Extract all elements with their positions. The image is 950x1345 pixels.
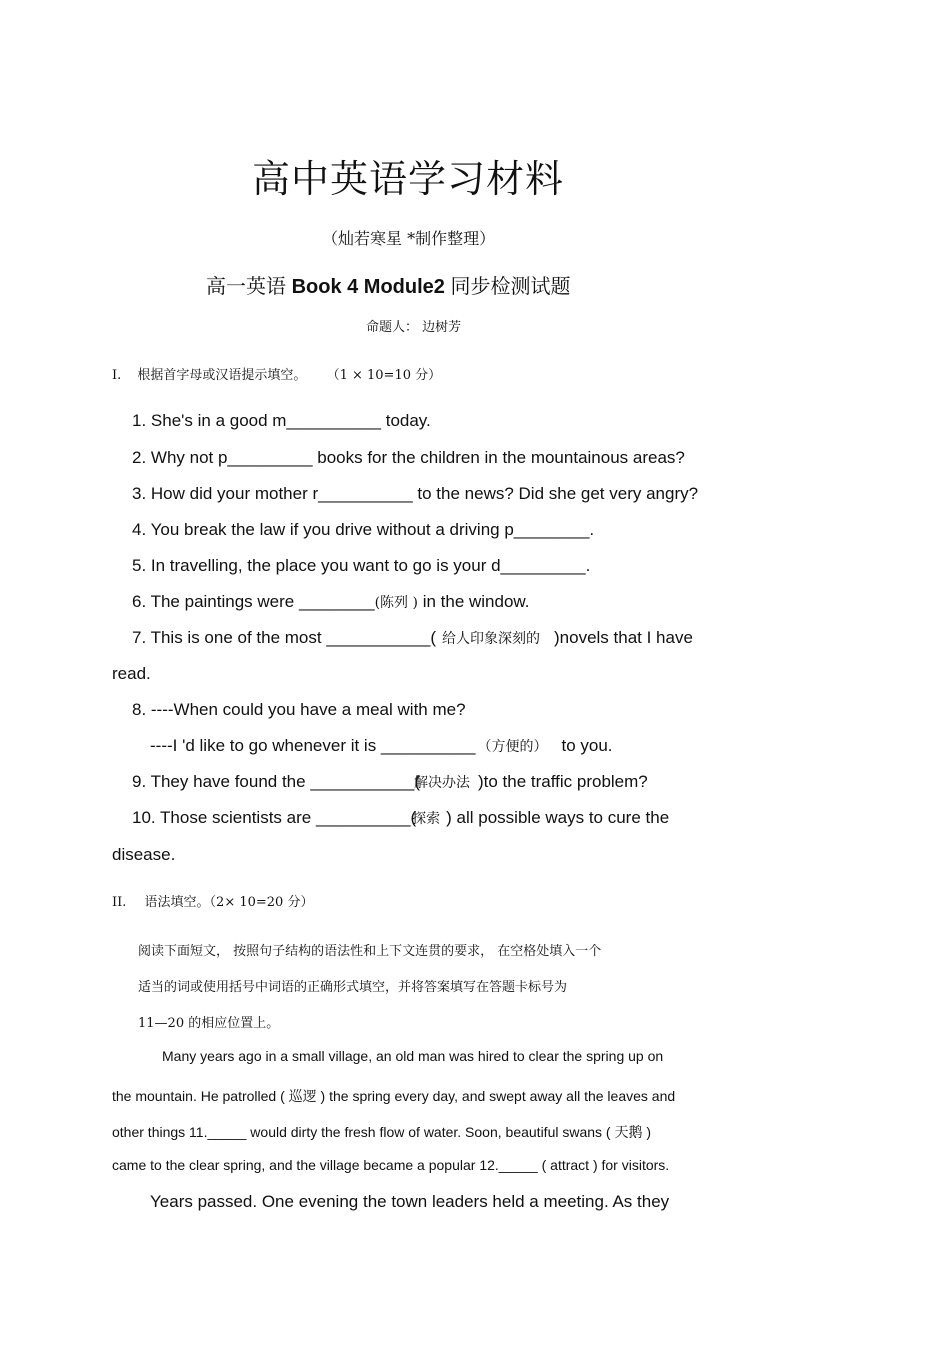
question-9-hint: 解决办法 [413,775,470,791]
section1-label: I. [112,368,122,383]
question-7 [132,628,693,648]
question-6-text: 6. The paintings were ________ [132,592,375,611]
question-9-tail: )to the traffic problem? [477,772,648,791]
question-6-tail: in the window. [417,592,530,611]
question-4: 4. You break the law if you drive without a driving p________. [132,520,595,539]
question-9 [132,772,648,792]
section2-header [112,891,313,910]
author: 命题人： 边树芳 [366,320,462,335]
passage-line-4: came to the clear spring, and the village became a popular 12._____ ( attract ) for visitors. [112,1157,670,1173]
test-title [206,270,570,299]
question-3: 3. How did your mother r__________ to the news? Did she get very angry? [132,484,699,503]
test-title-tail: 同步检测试题 [450,274,571,298]
passage-line-3: other things 11._____ would dirty the fresh flow of water. Soon, beautiful swans ( 天鹅 ) [112,1124,652,1140]
page-subtitle: （灿若寒星 *制作整理） [322,229,496,248]
question-8-tail: to you. [561,736,613,755]
section2-note-2: 适当的词或使用括号中词语的正确形式填空，并将答案填写在答题卡标号为 [138,980,568,995]
passage-line-2: the mountain. He patrolled ( 巡逻 ) the spring every day, and swept away all the leaves and [112,1088,676,1104]
section2-instruction: 语法填空。（2× 10=20 分） [144,895,314,910]
question-10-tail: ) all possible ways to cure the [446,808,670,827]
question-9-text: 9. They have found the ___________( [132,772,420,791]
question-1: 1. She's in a good m__________ today. [132,411,431,430]
section2-label: II. [112,895,127,910]
section1-score: （1 × 10=10 分） [326,368,442,383]
passage-line-1: Many years ago in a small village, an old man was hired to clear the spring up on [162,1048,664,1064]
test-title-en: Book 4 Module2 [291,276,445,298]
question-10-text: 10. Those scientists are __________( [132,808,417,827]
passage-line-5: Years passed. One evening the town leaders held a meeting. As they [150,1192,670,1211]
question-8-hint: （方便的） [477,739,548,755]
question-6 [132,592,529,612]
question-10-cont: disease. [112,845,176,864]
section2-note-1: 阅读下面短文， 按照句子结构的语法性和上下文连贯的要求， 在空格处填入一个 [138,944,602,959]
question-7-hint: 给人印象深刻的 [442,631,540,647]
question-6-hint: (陈列 ) [374,595,418,611]
test-title-cn: 高一英语 [206,274,286,298]
question-7-tail: )novels that I have [554,628,693,647]
question-7-text: 7. This is one of the most ___________( [132,628,436,647]
question-8-text: ----I 'd like to go whenever it is __________ [150,736,476,755]
question-8: 8. ----When could you have a meal with me? [132,700,466,719]
question-7-cont: read. [112,664,151,683]
section1-header [112,364,441,383]
section2-note-3: 11—20 的相应位置上。 [138,1016,280,1031]
question-2: 2. Why not p_________ books for the children in the mountainous areas? [132,448,685,467]
page-title: 高中英语学习材料 [252,157,565,201]
question-5: 5. In travelling, the place you want to go is your d_________. [132,556,591,575]
question-8-answer [150,736,613,756]
question-10 [132,808,669,828]
question-10-hint: 探索 [412,811,441,827]
section1-instruction: 根据首字母或汉语提示填空。 [137,368,307,383]
